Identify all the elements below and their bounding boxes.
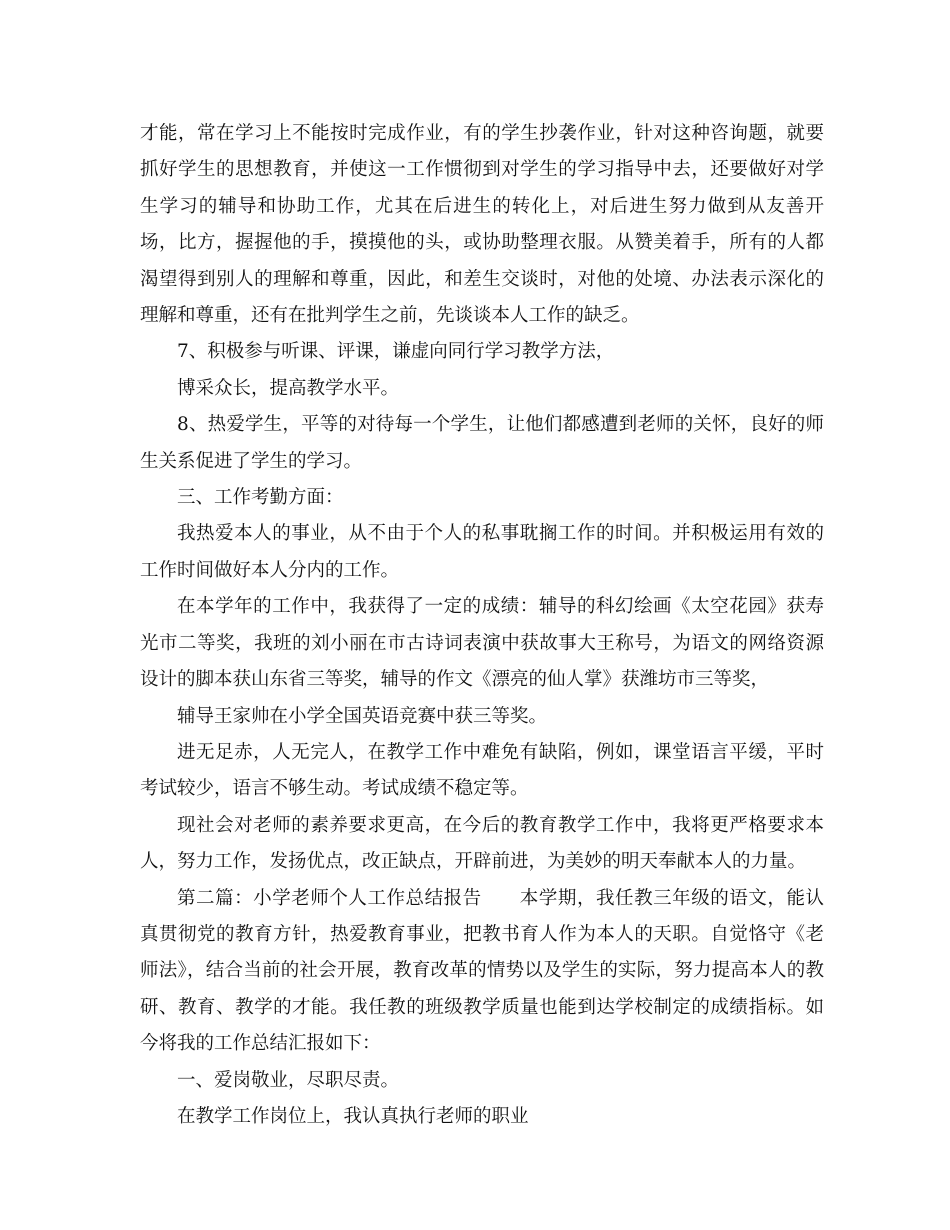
paragraph: 我热爱本人的事业，从不由于个人的私事耽搁工作的时间。并积极运用有效的工作时间做好本人分内的工作。 [140,523,824,581]
paragraph: 7、积极参与听课、评课，谦虚向同行学习教学方法， [177,341,615,363]
paragraph: 辅导王家帅在小学全国英语竞赛中获三等奖。 [177,705,548,727]
paragraph: 第二篇：小学老师个人工作总结报告 本学期，我任教三年级的语文，能认真贯彻党的教育方针，热爱教育事业，把教书育人作为本人的天职。自觉恪守《老师法》，结合当前的社会开展，教育改革的情势以及学生的实际，努力提高本人的教研、教育、教学的才能。我任教的班级教学质量也能到达学校制定的成绩指标。如今将我的工作总结汇报如下： [140,887,824,1055]
paragraph: 在教学工作岗位上，我认真执行老师的职业 [177,1105,529,1127]
paragraph: 在本学年的工作中，我获得了一定的成绩：辅导的科幻绘画《太空花园》获寿光市二等奖，我班的刘小丽在市古诗词表演中获故事大王称号，为语文的网络资源设计的脚本获山东省三等奖，辅导的作文《漂亮的仙人掌》获潍坊市三等奖， [140,596,824,691]
paragraph: 现社会对老师的素养要求更高，在今后的教育教学工作中，我将更严格要求本人，努力工作，发扬优点，改正缺点，开辟前进，为美妙的明天奉献本人的力量。 [140,814,824,873]
paragraph: 才能，常在学习上不能按时完成作业，有的学生抄袭作业，针对这种咨询题，就要抓好学生的思想教育，并使这一工作惯彻到对学生的学习指导中去，还要做好对学生学习的辅导和协助工作，尤其在后进生的转化上，对后进生努力做到从友善开场，比方，握握他的手，摸摸他的头，或协助整理衣服。从赞美着手，所有的人都渴望得到别人的理解和尊重，因此，和差生交谈时，对他的处境、办法表示深化的理解和尊重，还有在批判学生之前，先谈谈本人工作的缺乏。 [140,123,824,327]
paragraph: 8、热爱学生，平等的对待每一个学生，让他们都感遭到老师的关怀，良好的师生关系促进了学生的学习。 [140,414,824,472]
document-body [140,116,824,1135]
paragraph: 博采众长，提高教学水平。 [177,377,400,399]
paragraph: 进无足赤，人无完人，在教学工作中难免有缺陷，例如，课堂语言平缓，平时考试较少，语言不够生动。考试成绩不稳定等。 [140,741,824,800]
section-heading: 一、爱岗敬业，尽职尽责。 [177,1069,400,1091]
section-heading: 三、工作考勤方面： [177,487,344,509]
